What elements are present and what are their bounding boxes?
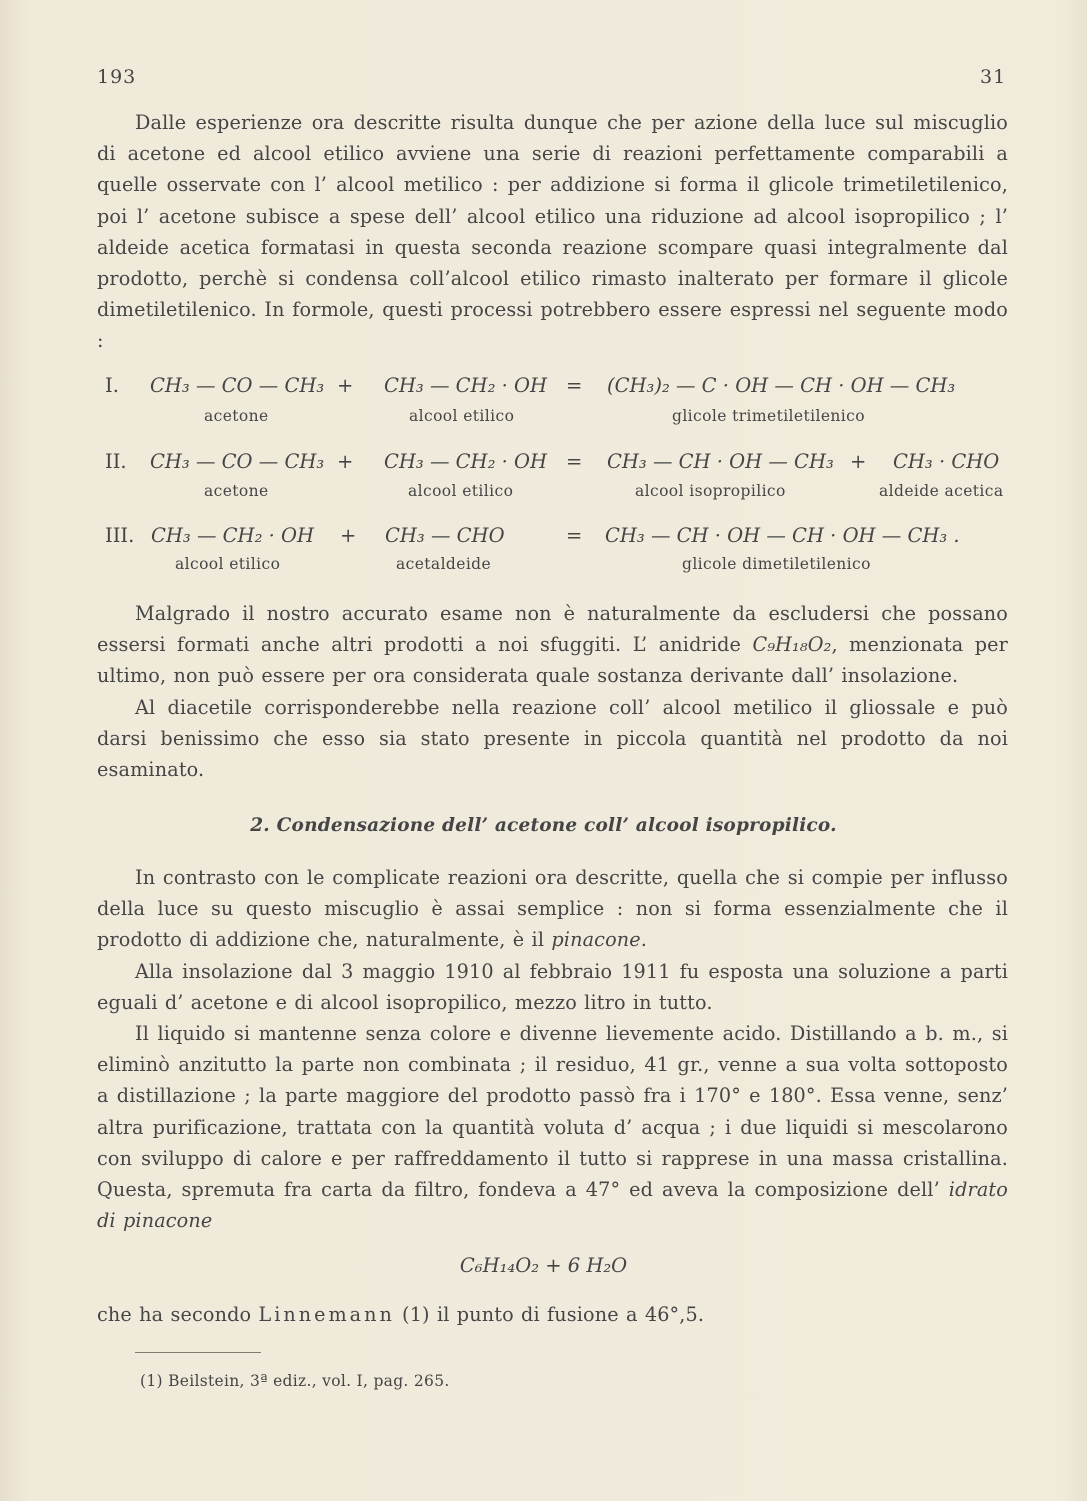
paragraph-7-text-a: che ha secondo	[97, 1303, 259, 1326]
eq3-label-acetaldeide: acetaldeide	[396, 555, 492, 573]
eq1-lhs1: CH₃ — CO — CH₃	[150, 374, 325, 397]
eq2-rhs1: CH₃ — CH · OH — CH₃	[607, 450, 834, 473]
paragraph-block-2	[97, 598, 1008, 785]
eq2-label-aldeide-acetica: aldeide acetica	[879, 482, 1004, 500]
eq1-plus: +	[337, 374, 354, 397]
author-linnemann: Linnemann	[258, 1303, 395, 1326]
eq1-number: I.	[105, 374, 119, 397]
eq2-lhs1: CH₃ — CO — CH₃	[150, 450, 325, 473]
page-number-right: 31	[980, 66, 1007, 88]
paragraph-4-text: In contrasto con le complicate reazioni ora descritte, quella che si compie per influsso della luce su questo miscuglio è assai semplice : non si forma essenzialmente che il prodotto di addizione che, naturalmente, è il	[97, 866, 1008, 952]
paragraph-5: Alla insolazione dal 3 maggio 1910 al febbraio 1911 fu esposta una soluzione a parti eguali d’ acetone e di alcool isopropilico, mezzo litro in tutto.	[97, 959, 1008, 1014]
eq3-plus: +	[340, 524, 357, 547]
eq2-lhs2: CH₃ — CH₂ · OH	[384, 450, 547, 473]
paragraph-2	[97, 598, 1008, 692]
section-number: 2.	[250, 815, 270, 836]
paragraph-block-4	[97, 1299, 1008, 1330]
paragraph-2-text-b: , menzionata per ultimo, non può essere per ora considerata quale sostanza derivante dall’ insolazione.	[97, 633, 1008, 688]
paragraph-2-text-a: Malgrado il nostro accurato esame non è naturalmente da escludersi che possano essersi formati anche altri prodotti a noi sfuggiti. L’ anidride	[97, 602, 1008, 657]
eq3-label-glicole: glicole dimetiletilenico	[682, 555, 871, 573]
paragraph-1: Dalle esperienze ora descritte risulta dunque che per azione della luce sul miscuglio di acetone ed alcool etilico avviene una serie di reazioni perfettamente comparabili a quelle osservate con l’ alcool metilico : per addizione si forma il glicole trimetiletilenico, poi l’ acetone subisce a spese dell’ alcool etilico una riduzione ad alcool isopropilico ; l’ aldeide acetica formatasi in questa seconda reazione scompare quasi integralmente dal prodotto, perchè si condensa coll’alcool etilico rimasto inalterato per formare il glicole dimetiletilenico. In formole, questi processi potrebbero essere espressi nel seguente modo :	[97, 111, 1008, 353]
eq2-plus: +	[337, 450, 354, 473]
eq2-label-acetone: acetone	[204, 482, 269, 500]
eq1-lhs2: CH₃ — CH₂ · OH	[384, 374, 547, 397]
eq2-number: II.	[105, 450, 127, 473]
eq3-equals: =	[566, 524, 583, 547]
paragraph-7-text-b: (1) il punto di fusione a 46°,5.	[394, 1303, 705, 1326]
paragraph-6-text: Il liquido si mantenne senza colore e divenne lievemente acido. Distillando a b. m., si eliminò anzitutto la parte non combinata ; il residuo, 41 gr., venne a sua volta sottoposto a distillazione ; la parte maggiore del prodotto passò fra i 170° e 180°. Essa venne, senz’ altra purificazione, trattata con la quantità voluta d’ acqua ; i due liquidi si mescolarono con sviluppo di calore e per raffreddamento il tutto si rapprese in una massa cristallina. Questa, spremuta fra carta da filtro, fondeva a 47° ed aveva la composizione dell’	[97, 1022, 1008, 1202]
formula-idrato: C₆H₁₄O₂ + 6 H₂O	[459, 1254, 628, 1277]
paragraph-block-3	[97, 862, 1008, 1236]
eq2-equals: =	[566, 450, 583, 473]
eq3-number: III.	[105, 524, 135, 547]
section-title: Condensazione dell’ acetone coll’ alcool isopropilico.	[276, 815, 837, 836]
eq1-label-glicole: glicole trimetiletilenico	[672, 407, 865, 425]
idrato-di-pinacone-term: idrato di pinacone	[97, 1178, 1008, 1233]
paragraph-4	[97, 862, 1008, 956]
footnote-divider	[135, 1352, 261, 1353]
eq3-lhs1: CH₃ — CH₂ · OH	[151, 524, 314, 547]
eq1-label-acetone: acetone	[204, 407, 269, 425]
formula-anidride: C₉H₁₈O₂	[752, 633, 832, 657]
eq1-equals: =	[566, 374, 583, 397]
paragraph-intro	[97, 107, 1008, 357]
eq3-rhs: CH₃ — CH · OH — CH · OH — CH₃ .	[605, 524, 960, 547]
pinacone-term: pinacone.	[551, 928, 648, 952]
eq1-rhs: (CH₃)₂ — C · OH — CH · OH — CH₃	[607, 374, 956, 397]
eq3-label-alcool-etilico: alcool etilico	[175, 555, 281, 573]
eq2-label-alcool-etilico: alcool etilico	[408, 482, 514, 500]
eq2-label-alcool-isopropilico: alcool isopropilico	[635, 482, 786, 500]
eq1-label-alcool-etilico: alcool etilico	[409, 407, 515, 425]
paragraph-3: Al diacetile corrisponderebbe nella reazione coll’ alcool metilico il gliossale e può darsi benissimo che esso sia stato presente in piccola quantità nel prodotto da noi esaminato.	[97, 695, 1008, 782]
eq3-lhs2: CH₃ — CHO	[385, 524, 505, 547]
footnote: (1) Beilstein, 3ª ediz., vol. I, pag. 265.	[140, 1372, 450, 1390]
paragraph-6	[97, 1018, 1008, 1236]
eq2-rhs2: CH₃ · CHO	[893, 450, 1000, 473]
eq2-plus2: +	[850, 450, 867, 473]
section-heading	[0, 815, 1087, 836]
paragraph-7	[97, 1299, 1008, 1330]
page-number-left: 193	[97, 66, 137, 88]
